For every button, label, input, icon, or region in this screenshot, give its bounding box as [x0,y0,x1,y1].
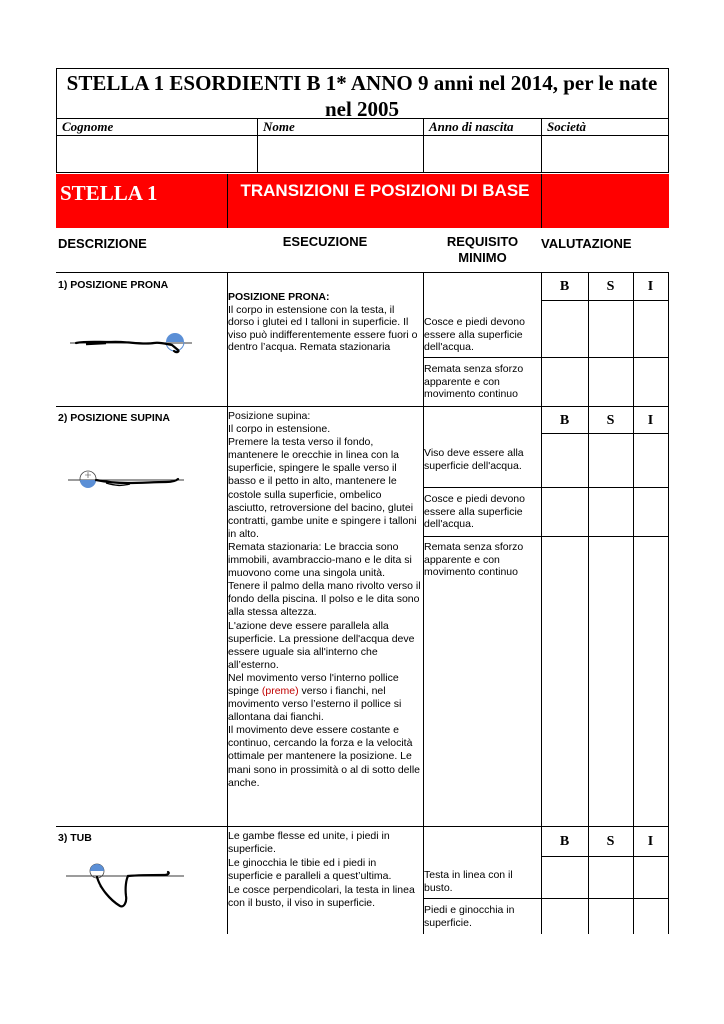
section-3-req-2: Piedi e ginocchia in superficie. [424,904,515,929]
column-header-esecuzione: ESECUZIONE [282,234,368,249]
s3-req2-grade-b-cell[interactable] [542,899,588,934]
field-label-nome: Nome [263,119,295,134]
section-2-border-top [56,406,669,407]
s3-req2-grade-i-cell[interactable] [634,899,668,934]
section-1-exec-text: Il corpo in estensione con la testa, il dorso i glutei ed I talloni in superficie. Il viso può indifferentemente essere fuori o dentro l’acqua. Remata stazionaria [228,303,418,354]
section-2-req-3: Remata senza sforzo apparente e con movimento continuo [424,541,524,579]
s2-grade-s-label: S [606,413,615,428]
banner-divider-2 [541,174,542,228]
s2-req1-grade-s-cell[interactable] [589,434,633,487]
supine-position-illustration [66,460,186,500]
column-header-descrizione: DESCRIZIONE [58,236,147,251]
field-input-anno[interactable] [424,136,541,172]
s3-grade-b-label: B [559,834,570,849]
section-3-exec: Le gambe flesse ed unite, i piedi in superficie. Le ginocchia le tibie ed i piedi in superficie e paralleli a quest’ultima. Le cosce perpendicolari, la testa in linea con il busto, il viso in superficie. [228,830,415,910]
s3-req1-grade-i-cell[interactable] [634,857,668,898]
section-3-req-1: Testa in linea con il busto. [424,869,513,894]
document-title: STELLA 1 ESORDIENTI B 1* ANNO 9 anni nel 2014, per le nate nel 2005 [66,71,658,121]
section-1-exec [228,291,421,354]
banner-left-title: STELLA 1 [60,181,158,205]
col-line-right [668,272,669,934]
s1-grade-b-label: B [559,279,570,294]
column-header-valutazione: VALUTAZIONE [541,236,632,251]
fields-border-bottom [56,172,669,173]
section-2-title: 2) POSIZIONE SUPINA [58,412,171,424]
s3-req1-grade-b-cell[interactable] [542,857,588,898]
s1-req1-grade-s-cell[interactable] [589,301,633,357]
s3-grade-s-label: S [606,834,615,849]
s2-grade-i-label: I [647,413,654,428]
s3-grade-i-label: I [647,834,654,849]
section-2-req-1: Viso deve essere alla superficie dell'acqua. [424,447,524,472]
section-2-exec-part-a: Posizione supina: Il corpo in estensione. Premere la testa verso il fondo, mantenere le orecchie in linea con la superficie, spingere le spalle verso il basso e il petto in alto, mantenere le costole sulla superficie, ombelico asciutto, retroversione del bacino, glutei contratti, gambe unite e spingere i talloni in alto. Remata stazionaria: Le braccia sono immobili, avambraccio-mano e le dita si muovono come una singola unità. Tenere il palmo della mano rivolto verso il fondo della piscina. Il polso e le dita sono alla stessa altezza. L'azione deve essere parallela alla superficie. La pressione dell'acqua deve essere uguale sia all'interno che all’esterno. Nel movimento verso l'interno pollice spinge [228,410,421,697]
section-2-exec-highlight: (preme) [261,684,299,697]
s1-req1-grade-b-cell[interactable] [542,301,588,357]
s1-req2-grade-i-cell[interactable] [634,358,668,406]
section-3-title: 3) TUB [58,832,92,844]
section-2-req-2: Cosce e piedi devono essere alla superficie dell'acqua. [424,493,525,531]
s2-req2-grade-s-cell[interactable] [589,488,633,536]
section-1-exec-heading: POSIZIONE PRONA: [228,291,330,303]
s1-req1-grade-i-cell[interactable] [634,301,668,357]
section-3-border-top [56,826,669,827]
s1-grade-s-label: S [606,279,615,294]
field-label-cognome: Cognome [62,119,114,134]
section-2-exec [228,410,422,790]
tub-position-illustration [64,860,188,920]
s2-req2-grade-b-cell[interactable] [542,488,588,536]
s2-req3-grade-s-cell[interactable] [589,537,633,826]
prone-position-illustration [66,324,196,360]
field-label-societa: Società [547,119,586,134]
banner-center-title: TRANSIZIONI E POSIZIONI DI BASE [240,181,530,200]
field-input-nome[interactable] [258,136,423,172]
s2-req1-grade-b-cell[interactable] [542,434,588,487]
s3-req1-grade-s-cell[interactable] [589,857,633,898]
title-border-right [668,68,669,173]
s1-req2-grade-s-cell[interactable] [589,358,633,406]
s2-req3-grade-b-cell[interactable] [542,537,588,826]
title-border-top [56,68,669,69]
field-label-anno: Anno di nascita [429,119,514,134]
s2-req3-grade-i-cell[interactable] [634,537,668,826]
section-2-exec-part-b: verso i fianchi, nel movimento verso l’esterno il pollice si allontana dai fianchi. Il movimento deve essere costante e continuo, cercando la forza e la velocità ottimale per mantenere la posizione. Le mani sono in prossimità o al di sotto delle anche. [228,684,421,789]
s2-grade-b-label: B [559,413,570,428]
s3-req2-grade-s-cell[interactable] [589,899,633,934]
section-1-border-top [56,272,669,273]
s1-grade-i-label: I [647,279,654,294]
section-1-req-1: Cosce e piedi devono essere alla superficie dell'acqua. [424,316,525,354]
section-1-title: 1) POSIZIONE PRONA [58,279,169,291]
column-header-requisito: REQUISITO MINIMO [446,234,519,265]
field-input-cognome[interactable] [57,136,257,172]
field-input-societa[interactable] [542,136,668,172]
section-1-req-2: Remata senza sforzo apparente e con movimento continuo [424,363,524,401]
s2-req2-grade-i-cell[interactable] [634,488,668,536]
s1-req2-grade-b-cell[interactable] [542,358,588,406]
s2-req1-grade-i-cell[interactable] [634,434,668,487]
banner-divider-1 [227,174,228,228]
